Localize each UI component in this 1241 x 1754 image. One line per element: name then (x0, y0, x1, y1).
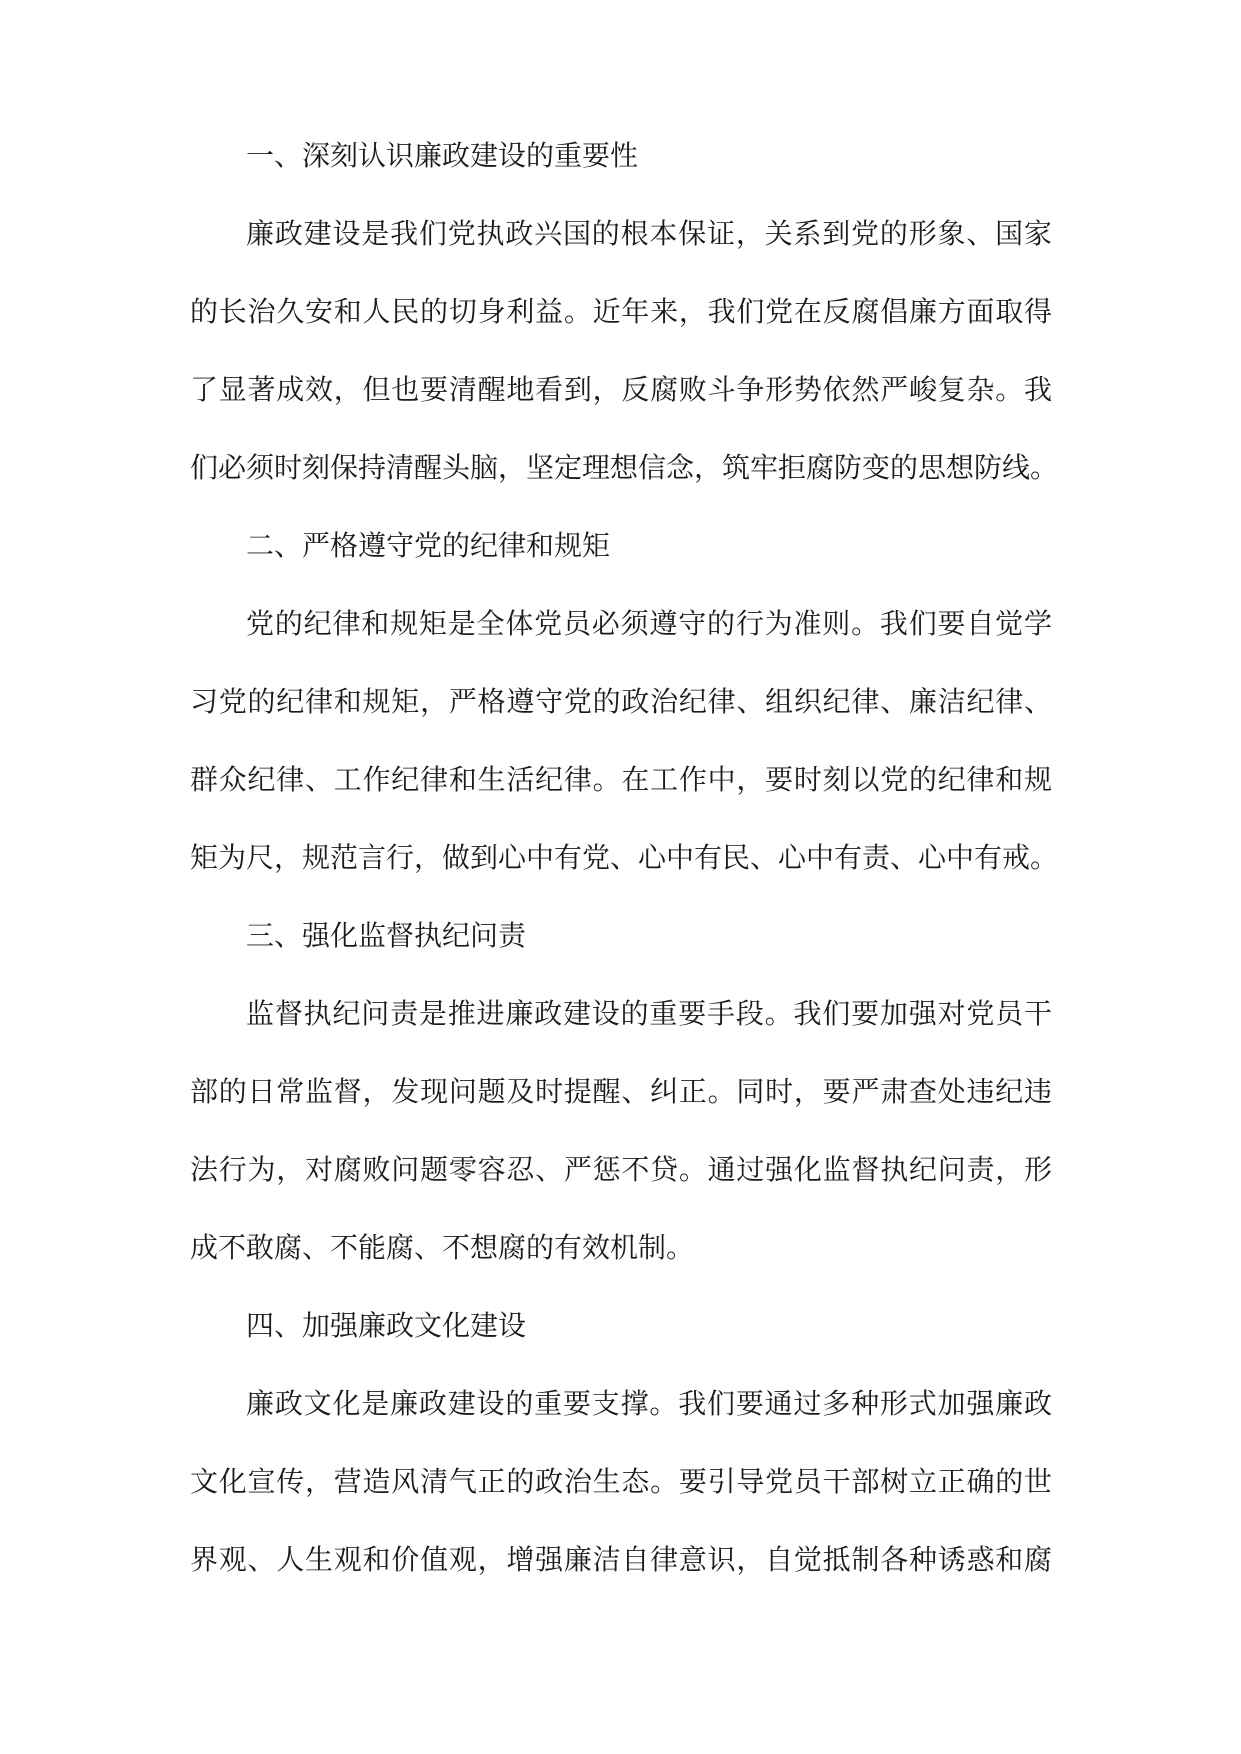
paragraph-1-line-2: 的长治久安和人民的切身利益。近年来，我们党在反腐倡廉方面取得 (190, 295, 1052, 328)
section-heading-4: 四、加强廉政文化建设 (246, 1309, 527, 1342)
section-heading-1: 一、深刻认识廉政建设的重要性 (246, 139, 639, 172)
paragraph-3-line-2: 部的日常监督，发现问题及时提醒、纠正。同时，要严肃查处违纪违 (190, 1075, 1052, 1108)
paragraph-3-line-3: 法行为，对腐败问题零容忍、严惩不贷。通过强化监督执纪问责，形 (190, 1153, 1052, 1186)
section-heading-3: 三、强化监督执纪问责 (246, 919, 527, 952)
paragraph-1-line-1: 廉政建设是我们党执政兴国的根本保证，关系到党的形象、国家 (246, 217, 1052, 250)
paragraph-2-line-2: 习党的纪律和规矩，严格遵守党的政治纪律、组织纪律、廉洁纪律、 (190, 685, 1052, 718)
paragraph-4-line-3: 界观、人生观和价值观，增强廉洁自律意识，自觉抵制各种诱惑和腐 (190, 1543, 1052, 1576)
paragraph-3-line-1: 监督执纪问责是推进廉政建设的重要手段。我们要加强对党员干 (246, 997, 1052, 1030)
paragraph-2-line-3: 群众纪律、工作纪律和生活纪律。在工作中，要时刻以党的纪律和规 (190, 763, 1052, 796)
paragraph-3-line-4: 成不敢腐、不能腐、不想腐的有效机制。 (190, 1231, 695, 1264)
paragraph-4-line-2: 文化宣传，营造风清气正的政治生态。要引导党员干部树立正确的世 (190, 1465, 1052, 1498)
paragraph-4-line-1: 廉政文化是廉政建设的重要支撑。我们要通过多种形式加强廉政 (246, 1387, 1052, 1420)
paragraph-2-line-1: 党的纪律和规矩是全体党员必须遵守的行为准则。我们要自觉学 (246, 607, 1052, 640)
paragraph-1-line-3: 了显著成效，但也要清醒地看到，反腐败斗争形势依然严峻复杂。我 (190, 373, 1052, 406)
section-heading-2: 二、严格遵守党的纪律和规矩 (246, 529, 611, 562)
paragraph-1-line-4: 们必须时刻保持清醒头脑，坚定理想信念，筑牢拒腐防变的思想防线。 (190, 451, 1059, 484)
paragraph-2-line-4: 矩为尺，规范言行，做到心中有党、心中有民、心中有责、心中有戒。 (190, 841, 1059, 874)
